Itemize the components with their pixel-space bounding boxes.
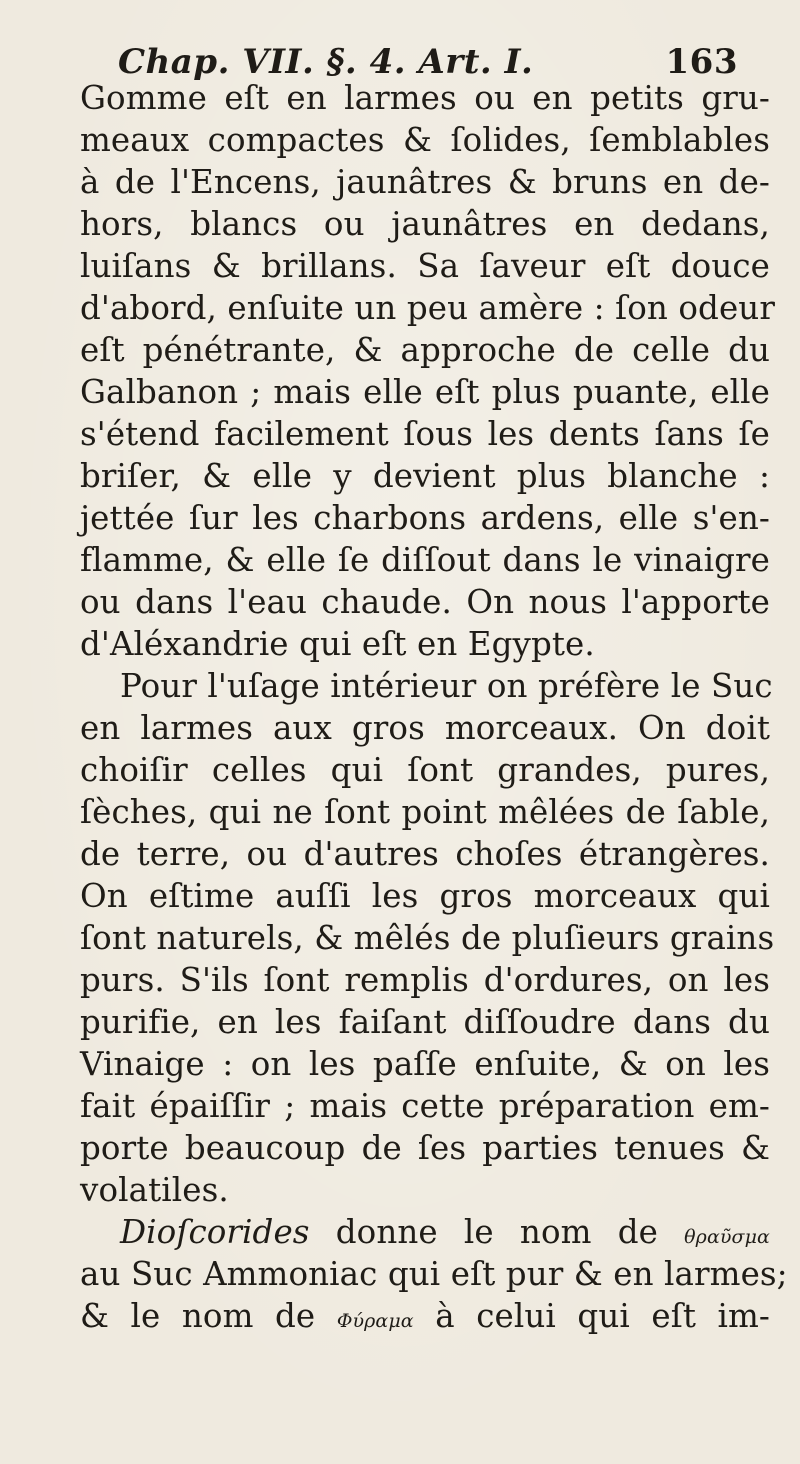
text-line: purifie, en les faiſant diſſoudre dans du bbox=[80, 1003, 770, 1041]
running-title: Chap. VII. §. 4. Art. I. bbox=[118, 42, 534, 82]
text-line: fait épaiſſir ; mais cette préparation em- bbox=[80, 1087, 770, 1125]
text-line bbox=[80, 1295, 770, 1337]
text-line: luiſans & brillans. Sa ſaveur eſt douce bbox=[80, 247, 770, 285]
text-line: briſer, & elle y devient plus blanche : bbox=[80, 457, 770, 495]
text-line: ou dans l'eau chaude. On nous l'apporte bbox=[80, 583, 770, 621]
text-line: choiſir celles qui ſont grandes, pures, bbox=[80, 751, 770, 789]
text-line: ſont naturels, & mêlés de pluſieurs grains bbox=[80, 919, 775, 957]
text-line: Galbanon ; mais elle eſt plus puante, elle bbox=[80, 373, 770, 411]
text-line: ſèches, qui ne ſont point mêlées de ſable, bbox=[80, 793, 770, 831]
greek-word: Φύραμα bbox=[336, 1310, 414, 1332]
line-text: & le nom de bbox=[80, 1297, 316, 1335]
greek-word: θραῦσμα bbox=[684, 1226, 770, 1248]
text-line: en larmes aux gros morceaux. On doit bbox=[80, 709, 770, 747]
text-line: meaux compactes & ſolides, ſemblables bbox=[80, 121, 770, 159]
text-line bbox=[80, 1211, 770, 1253]
text-line: d'Aléxandrie qui eſt en Egypte. bbox=[80, 625, 595, 663]
text-line: d'abord, enſuite un peu amère : ſon odeur bbox=[80, 289, 775, 327]
text-line: Vinaige : on les paſſe enſuite, & on les bbox=[80, 1045, 770, 1083]
page-number: 163 bbox=[665, 42, 738, 82]
text-line: hors, blancs ou jaunâtres en dedans, bbox=[80, 205, 770, 243]
text-line: purs. S'ils ſont remplis d'ordures, on les bbox=[80, 961, 770, 999]
author-name: Dioſcorides bbox=[120, 1213, 310, 1251]
line-text: à celui qui eſt im- bbox=[435, 1297, 771, 1335]
text-line: porte beaucoup de ſes parties tenues & bbox=[80, 1129, 770, 1167]
text-line: eſt pénétrante, & approche de celle du bbox=[80, 331, 770, 369]
text-line: à de l'Encens, jaunâtres & bruns en de- bbox=[80, 163, 770, 201]
text-line: On eſtime auſſi les gros morceaux qui bbox=[80, 877, 770, 915]
line-text: donne le nom de bbox=[335, 1213, 658, 1251]
text-line: Pour l'uſage intérieur on préfère le Suc bbox=[120, 667, 773, 705]
text-line: jettée ſur les charbons ardens, elle s'en- bbox=[80, 499, 770, 537]
text-line: volatiles. bbox=[80, 1171, 229, 1209]
body-text bbox=[80, 77, 788, 1337]
text-line: flamme, & elle ſe diſſout dans le vinaigre bbox=[80, 541, 770, 579]
text-line: au Suc Ammoniac qui eſt pur & en larmes; bbox=[80, 1255, 788, 1293]
text-line: s'étend facilement ſous les dents ſans ſe bbox=[80, 415, 770, 453]
text-line: de terre, ou d'autres choſes étrangères. bbox=[80, 835, 770, 873]
text-line: Gomme eſt en larmes ou en petits gru- bbox=[80, 79, 770, 117]
